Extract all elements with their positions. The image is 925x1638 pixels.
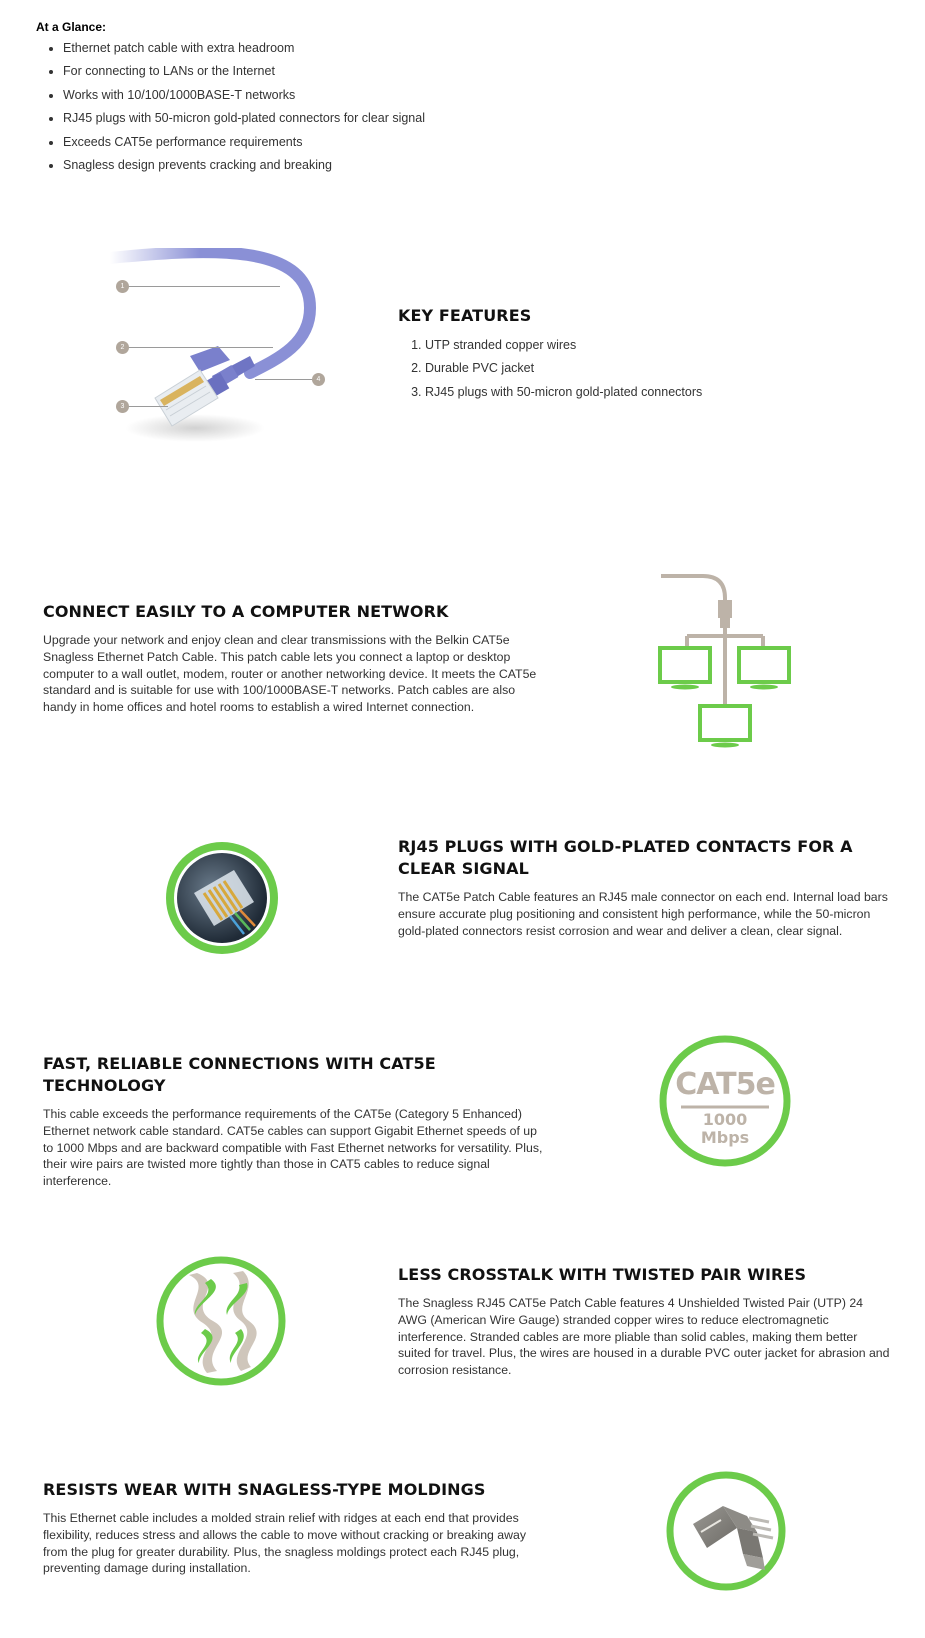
section-title: RJ45 PLUGS WITH GOLD-PLATED CONTACTS FOR A CLEAR SIGNAL [398, 837, 853, 878]
section-cat5e [43, 1053, 543, 1190]
list-item: • Works with 10/100/1000BASE-T networks [63, 87, 425, 110]
network-icon [655, 570, 795, 750]
section-title: FAST, RELIABLE CONNECTIONS WITH CAT5E TECHNOLOGY [43, 1054, 436, 1095]
section-rj45 [398, 836, 893, 939]
snagless-molding-icon [665, 1470, 787, 1592]
section-body: Upgrade your network and enjoy clean and clear transmissions with the Belkin CAT5e Snagless Ethernet Patch Cable. This patch cable lets you connect a laptop or desktop computer to a wall outlet, modem, router or another networking device. It meets the CAT5e standard and is suitable for use with 100/1000BASE-T networks. Patch cables are also handy in home offices and hotel rooms to establish a wired Internet connection. [43, 633, 537, 715]
key-features-title: KEY FEATURES [398, 306, 532, 325]
list-item: • For connecting to LANs or the Internet [63, 63, 425, 86]
key-features-list [398, 337, 898, 407]
list-item: • Snagless design prevents cracking and breaking [63, 157, 425, 180]
section-body: This Ethernet cable includes a molded strain relief with ridges at each end that provides flexibility, reduces stress and allows the cable to move without cracking or breaking away from the plug for greater durability. Plus, the snagless moldings protect each RJ45 plug, preventing damage during installation. [43, 1511, 526, 1576]
section-snagless [43, 1479, 543, 1577]
callout-line [255, 379, 317, 380]
callout-line [128, 406, 168, 407]
badge-unit-text: Mbps [700, 1128, 750, 1147]
section-twisted-pair [398, 1264, 893, 1379]
section-title: CONNECT EASILY TO A COMPUTER NETWORK [43, 602, 449, 621]
callout-marker-1: 1 [116, 280, 129, 293]
callout-line [128, 286, 280, 287]
at-a-glance-title: At a Glance: [36, 20, 107, 34]
list-item: • RJ45 plugs with 50-micron gold-plated connectors for clear signal [63, 110, 425, 133]
key-features-block [398, 305, 898, 407]
cat5e-badge-icon [657, 1033, 793, 1169]
list-item: 2. Durable PVC jacket [425, 360, 898, 383]
section-title: RESISTS WEAR WITH SNAGLESS-TYPE MOLDINGS [43, 1480, 486, 1499]
section-connect [43, 601, 543, 716]
section-title: LESS CROSSTALK WITH TWISTED PAIR WIRES [398, 1265, 807, 1284]
section-body: The CAT5e Patch Cable features an RJ45 male connector on each end. Internal load bars ensure accurate plug positioning and consistent high performance, while the 50-micron gold-plated connectors resist corrosion and wear and deliver a clean, clear signal. [398, 890, 888, 938]
callout-marker-4: 4 [312, 373, 325, 386]
badge-speed-text: 1000 [702, 1110, 748, 1129]
callout-marker-3: 3 [116, 400, 129, 413]
section-body: The Snagless RJ45 CAT5e Patch Cable features 4 Unshielded Twisted Pair (UTP) 24 AWG (American Wire Gauge) stranded copper wires to reduce electromagnetic interference. Stranded cables are more pliable than solid cables, making them better suited for travel. Plus, the wires are housed in a durable PVC outer jacket for abrasion and corrosion resistance. [398, 1296, 890, 1378]
at-a-glance-list [38, 40, 425, 180]
cable-product-image [100, 248, 350, 458]
twisted-pair-icon [155, 1255, 287, 1387]
callout-line [128, 347, 273, 348]
list-item: 3. RJ45 plugs with 50-micron gold-plated connectors [425, 384, 898, 407]
callout-marker-2: 2 [116, 341, 129, 354]
list-item: 1. UTP stranded copper wires [425, 337, 898, 360]
list-item: • Ethernet patch cable with extra headroom [63, 40, 425, 63]
section-body: This cable exceeds the performance requirements of the CAT5e (Category 5 Enhanced) Ethernet network cable standard. CAT5e cables can support Gigabit Ethernet speeds of up to 1000 Mbps and are backward compatible with Fast Ethernet networks for versatility. Plus, their wire pairs are twisted more tightly than those in CAT5 cables to reduce signal interference. [43, 1107, 543, 1189]
rj45-plug-icon [162, 838, 282, 958]
badge-top-text: CAT5e [675, 1067, 775, 1102]
list-item: • Exceeds CAT5e performance requirements [63, 134, 425, 157]
